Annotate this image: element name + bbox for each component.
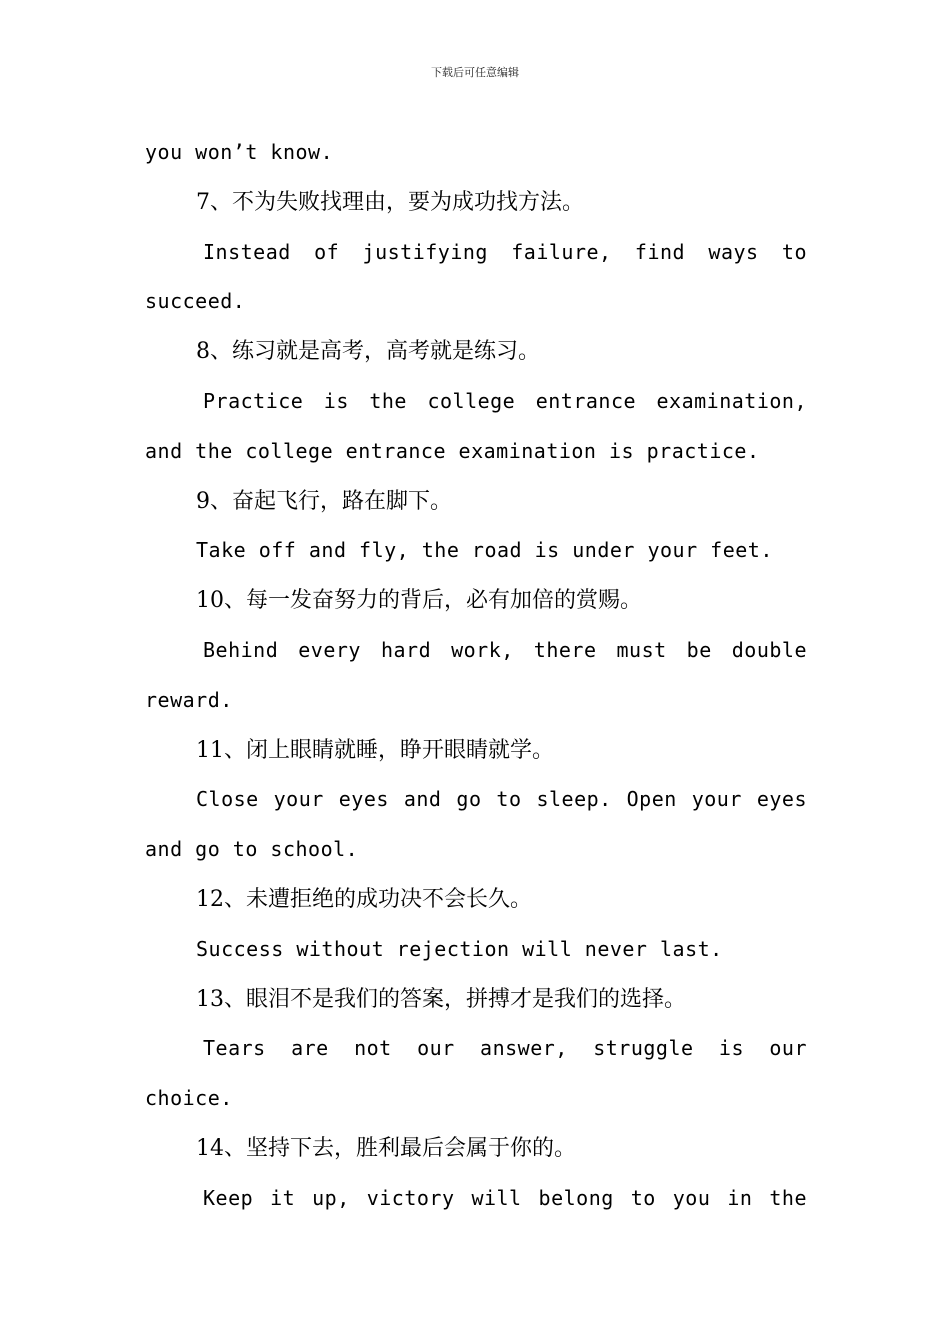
text-line: and go to school. <box>145 837 359 862</box>
text-line: choice. <box>145 1086 233 1111</box>
text-line: and the college entrance examination is practice. <box>145 438 760 463</box>
quote-heading-10: 10、每一发奋努力的背后，必有加倍的赏赐。 <box>196 588 642 614</box>
text-line: Instead of justifying failure, find ways to <box>203 239 807 264</box>
quote-heading-13: 13、眼泪不是我们的答案，拼搏才是我们的选择。 <box>196 986 686 1012</box>
text-line: succeed. <box>145 289 246 314</box>
text-line: Behind every hard work, there must be double <box>203 637 807 662</box>
quote-heading-9: 9、奋起飞行，路在脚下。 <box>196 488 452 514</box>
text-line: reward. <box>145 687 233 712</box>
quote-heading-12: 12、未遭拒绝的成功决不会长久。 <box>196 886 532 912</box>
text-line: Keep it up, victory will belong to you in the <box>203 1185 807 1210</box>
text-line: Take off and fly, the road is under your feet. <box>196 538 773 563</box>
quote-heading-8: 8、练习就是高考，高考就是练习。 <box>196 339 540 365</box>
text-line: Success without rejection will never last. <box>196 936 723 961</box>
text-line: Tears are not our answer, struggle is our <box>203 1036 807 1061</box>
quote-heading-14: 14、坚持下去，胜利最后会属于你的。 <box>196 1135 576 1161</box>
document-body <box>145 128 807 1224</box>
quote-heading-11: 11、闭上眼睛就睡，睁开眼睛就学。 <box>196 737 554 763</box>
page-header: 下载后可任意编辑 <box>431 66 519 79</box>
text-line: you won’t know. <box>145 140 334 164</box>
text-line: Practice is the college entrance examination, <box>203 388 807 413</box>
text-line: Close your eyes and go to sleep. Open your eyes <box>196 787 807 812</box>
quote-heading-7: 7、不为失败找理由，要为成功找方法。 <box>196 189 584 215</box>
